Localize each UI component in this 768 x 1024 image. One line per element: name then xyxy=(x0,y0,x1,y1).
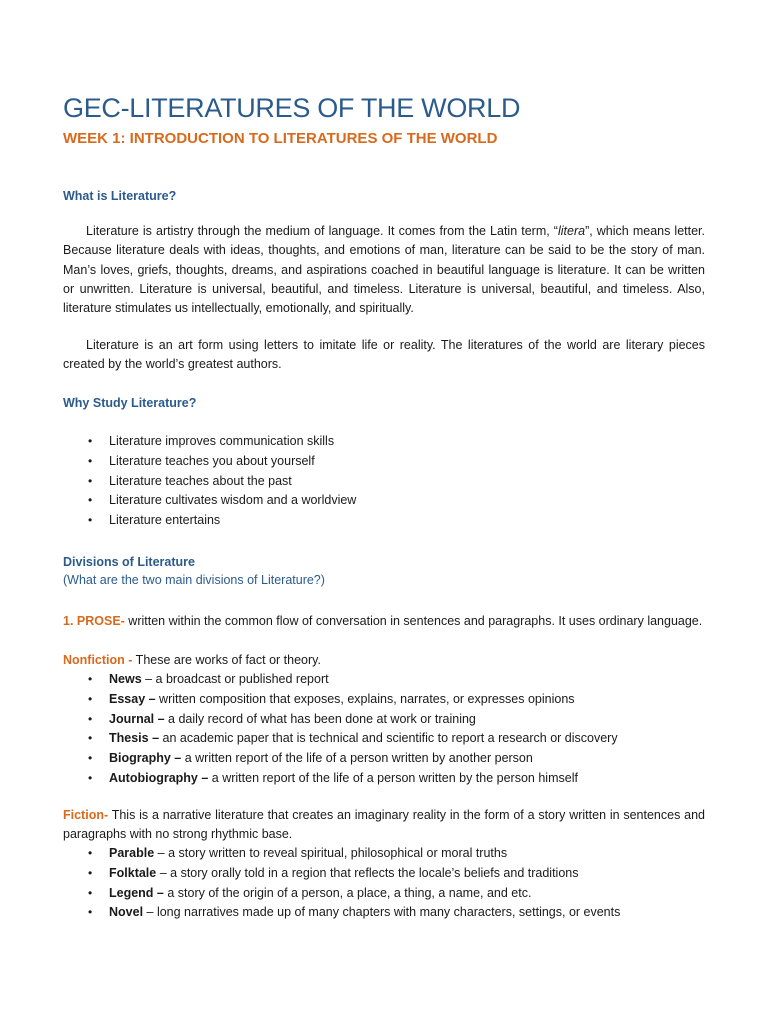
definition: – long narratives made up of many chapters with many characters, settings, or events xyxy=(143,905,621,920)
what-is-p1-part-b: ”, which means letter. Because literature deals with ideas, thoughts, and emotions of man, literature can be said to be the story of man. Man’s loves, griefs, thoughts, dreams, and aspirations coached in beautiful language is literature. It can be written or unwritten. Literature is universal, beautiful, and timeless. Literature is universal, beautiful, and timeless. Also, literature stimulates us intellectually, emotionally, and spiritually. xyxy=(63,224,705,316)
why-study-heading: Why Study Literature? xyxy=(63,396,197,410)
list-item xyxy=(63,729,705,749)
page-title: GEC-LITERATURES OF THE WORLD xyxy=(63,93,521,123)
term: Autobiography – xyxy=(109,770,209,785)
list-item xyxy=(63,884,705,904)
list-item: • Literature teaches you about yourself xyxy=(63,452,705,472)
list-item: • Literature cultivates wisdom and a worldview xyxy=(63,491,705,511)
term: Thesis – xyxy=(109,731,160,746)
divisions-question: (What are the two main divisions of Literature?) xyxy=(63,573,325,587)
list-item: • Literature improves communication skills xyxy=(63,432,705,452)
nonfiction-intro xyxy=(63,651,705,670)
nonfiction-label: Nonfiction - xyxy=(63,653,133,667)
term: Legend – xyxy=(109,885,164,900)
definition: a written report of the life of a person written by another person xyxy=(181,751,533,766)
what-is-paragraph-2: Literature is an art form using letters to imitate life or reality. The literatures of the world are literary pieces created by the world’s greatest authors. xyxy=(63,338,705,372)
term: Essay – xyxy=(109,691,156,706)
fiction-label: Fiction- xyxy=(63,808,109,822)
definition: – a story written to reveal spiritual, philosophical or moral truths xyxy=(154,846,508,860)
nonfiction-text: These are works of fact or theory. xyxy=(132,653,321,667)
latin-term: litera xyxy=(557,224,586,238)
list-item xyxy=(63,749,705,769)
page-subtitle: WEEK 1: INTRODUCTION TO LITERATURES OF THE WORLD xyxy=(63,130,498,147)
nonfiction-list xyxy=(63,670,705,789)
definition: written composition that exposes, explains, narrates, or expresses opinions xyxy=(155,691,575,706)
term: Parable xyxy=(109,846,155,860)
list-item xyxy=(63,710,705,730)
term: Biography – xyxy=(109,751,182,766)
term: Folktale xyxy=(109,865,157,880)
list-item xyxy=(63,769,705,789)
list-item xyxy=(63,864,705,884)
term: Novel xyxy=(109,905,144,920)
definition: an academic paper that is technical and scientific to report a research or discovery xyxy=(159,731,618,746)
what-is-p1-part-a: Literature is artistry through the medium of language. It comes from the Latin term, “ xyxy=(86,224,558,238)
list-item xyxy=(63,903,705,923)
list-item xyxy=(63,844,705,864)
list-item xyxy=(63,670,705,690)
fiction-intro xyxy=(63,806,705,845)
definition: a story of the origin of a person, a place, a thing, a name, and etc. xyxy=(163,885,532,900)
fiction-text: This is a narrative literature that creates an imaginary reality in the form of a story written in sentences and paragraphs with no strong rhythmic base. xyxy=(63,808,705,842)
list-item: • Literature entertains xyxy=(63,511,705,531)
list-item xyxy=(63,690,705,710)
term: News xyxy=(109,672,142,686)
prose-text: written within the common flow of conversation in sentences and paragraphs. It uses ordinary language. xyxy=(124,614,703,628)
term: Journal – xyxy=(109,711,165,726)
what-is-paragraph-1 xyxy=(63,222,705,318)
fiction-list xyxy=(63,844,705,923)
what-is-heading: What is Literature? xyxy=(63,189,177,203)
definition: a daily record of what has been done at work or training xyxy=(164,711,476,726)
why-study-list xyxy=(63,432,705,531)
definition: a written report of the life of a person written by the person himself xyxy=(208,770,578,785)
list-item: • Literature teaches about the past xyxy=(63,472,705,492)
definition: – a story orally told in a region that reflects the locale’s beliefs and traditions xyxy=(156,865,579,880)
definition: – a broadcast or published report xyxy=(141,672,329,686)
divisions-heading: Divisions of Literature xyxy=(63,555,195,569)
prose-label: 1. PROSE- xyxy=(63,614,125,628)
prose-paragraph xyxy=(63,612,705,631)
